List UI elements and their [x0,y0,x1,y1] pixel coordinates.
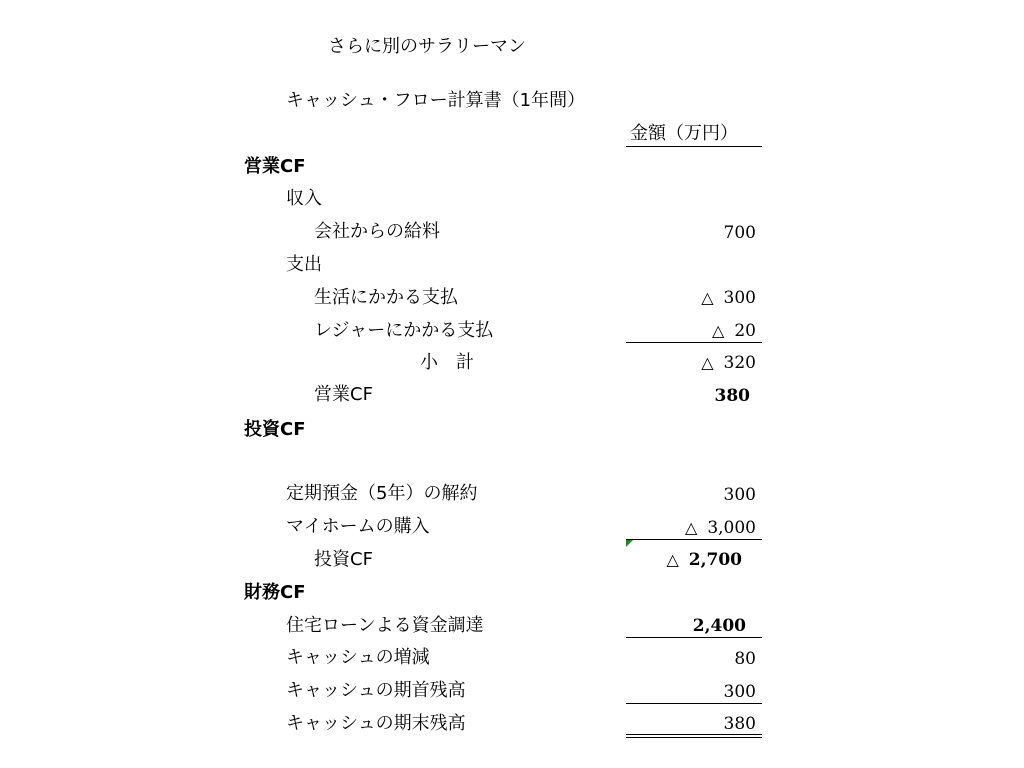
subtotal-rule [626,342,762,343]
salary-label: 会社からの給料 [314,221,440,242]
salary-value [626,222,756,244]
statement-subtitle: キャッシュ・フロー計算書（1年間） [286,90,586,111]
income-heading: 収入 [286,188,322,209]
leisure-expense-label: レジャーにかかる支払 [314,320,494,341]
operating-cf-total-label: 営業CF [314,384,373,405]
section-financing-cf: 財務CF [244,582,306,603]
section-operating-cf: 営業CF [244,156,306,177]
deposit-cancel-value: 300 [723,485,756,505]
cell-comment-marker [626,540,633,547]
home-purchase-value [626,517,756,539]
investing-cf-total-amount: 2,700 [688,550,742,570]
investing-cf-total-label: 投資CF [314,549,373,570]
final-double-rule [626,734,762,738]
financing-rule [626,637,762,638]
negative-triangle-icon: △ [712,321,725,340]
home-purchase-amount: 3,000 [707,518,756,538]
negative-triangle-icon: △ [666,550,679,569]
cash-change-label: キャッシュの増減 [286,647,430,668]
cash-opening-label: キャッシュの期首残高 [286,680,466,701]
home-purchase-label: マイホームの購入 [286,516,430,537]
deposit-cancel-label: 定期預金（5年）の解約 [286,483,478,504]
living-expense-value [626,287,756,309]
operating-cf-total-value: 380 [714,386,750,406]
subtotal-label: 小 計 [420,352,474,373]
leisure-expense-amount: 20 [734,321,756,341]
cash-change-value: 80 [734,649,756,669]
loan-financing-label: 住宅ローンよる資金調達 [286,615,484,636]
cash-opening-value: 300 [723,682,756,702]
living-expense-label: 生活にかかる支払 [314,287,458,308]
negative-triangle-icon: △ [685,518,698,537]
closing-rule [626,703,762,704]
amount-column-header: 金額（万円） [630,123,738,144]
salary-amount: 700 [723,223,756,243]
negative-triangle-icon: △ [701,288,714,307]
header-underline [626,146,762,147]
section-investing-cf: 投資CF [244,419,306,440]
expense-heading: 支出 [286,254,322,275]
subtotal-amount: 320 [723,353,756,373]
leisure-expense-value [626,320,756,342]
investing-cf-total-value [612,549,742,571]
living-expense-amount: 300 [723,288,756,308]
negative-triangle-icon: △ [701,353,714,372]
loan-financing-value: 2,400 [692,616,746,636]
cash-closing-value: 380 [723,714,756,734]
statement-title: さらに別のサラリーマン [328,36,526,57]
investing-subtotal-rule [626,539,762,540]
cash-closing-label: キャッシュの期末残高 [286,713,466,734]
subtotal-value [626,352,756,374]
